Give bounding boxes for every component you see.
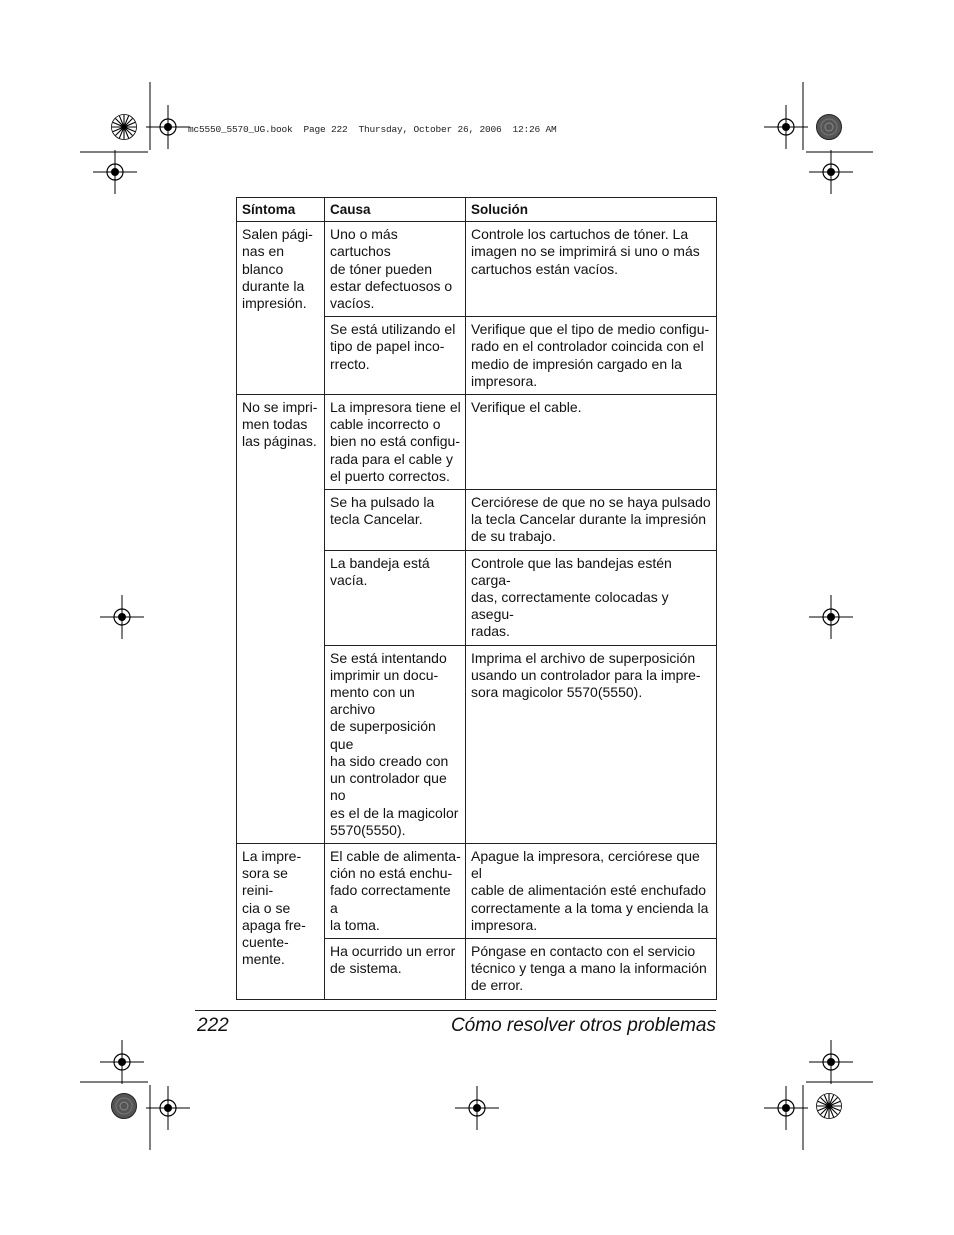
cause-cell: El cable de alimenta- ción no está enchu- fado correctamente a la toma. <box>325 843 466 938</box>
solution-cell: Controle que las bandejas estén carga- das, correctamente colocadas y asegu- radas. <box>466 550 717 645</box>
cause-cell: Ha ocurrido un error de sistema. <box>325 938 466 999</box>
solution-cell: Cerciórese de que no se haya pulsado la tecla Cancelar durante la impresión de su trabajo. <box>466 490 717 551</box>
book-slug-line: mc5550_5570_UG.book Page 222 Thursday, October 26, 2006 12:26 AM <box>188 124 557 135</box>
symptom-cell: No se impri- men todas las páginas. <box>237 395 325 844</box>
solution-cell: Póngase en contacto con el servicio técnico y tenga a mano la información de error. <box>466 938 717 999</box>
solution-cell: Imprima el archivo de superposición usando un controlador para la impre- sora magicolor 5570(5550). <box>466 645 717 843</box>
solution-cell: Verifique el cable. <box>466 395 717 490</box>
cause-cell: Se ha pulsado la tecla Cancelar. <box>325 490 466 551</box>
cause-cell: Se está intentando imprimir un docu- mento con un archivo de superposición que ha sido creado con un controlador que no es el de la magicolor 5570(5550). <box>325 645 466 843</box>
footer-rule <box>195 1010 716 1011</box>
table-header-row <box>237 198 717 222</box>
table-row <box>237 222 717 317</box>
solution-cell: Verifique que el tipo de medio configu- rado en el controlador coincida con el medio de impresión cargado en la impresora. <box>466 317 717 395</box>
solution-cell: Controle los cartuchos de tóner. La imagen no se imprimirá si uno o más cartuchos están vacíos. <box>466 222 717 317</box>
column-header-cause: Causa <box>325 198 466 222</box>
section-title: Cómo resolver otros problemas <box>450 1015 716 1036</box>
cause-cell: La bandeja está vacía. <box>325 550 466 645</box>
troubleshooting-table <box>236 197 717 1000</box>
table-row <box>237 843 717 938</box>
column-header-symptom: Síntoma <box>237 198 325 222</box>
column-header-solution: Solución <box>466 198 717 222</box>
cause-cell: Uno o más cartuchos de tóner pueden estar defectuosos o vacíos. <box>325 222 466 317</box>
table-row <box>237 395 717 490</box>
solution-cell: Apague la impresora, cerciórese que el cable de alimentación esté enchufado correctamente a la toma y encienda la impresora. <box>466 843 717 938</box>
cause-cell: Se está utilizando el tipo de papel inco- rrecto. <box>325 317 466 395</box>
cause-cell: La impresora tiene el cable incorrecto o bien no está configu- rada para el cable y el puerto correctos. <box>325 395 466 490</box>
symptom-cell: La impre- sora se reini- cia o se apaga fre- cuente- mente. <box>237 843 325 999</box>
page-number: 222 <box>197 1015 229 1036</box>
symptom-cell: Salen pági- nas en blanco durante la impresión. <box>237 222 325 395</box>
